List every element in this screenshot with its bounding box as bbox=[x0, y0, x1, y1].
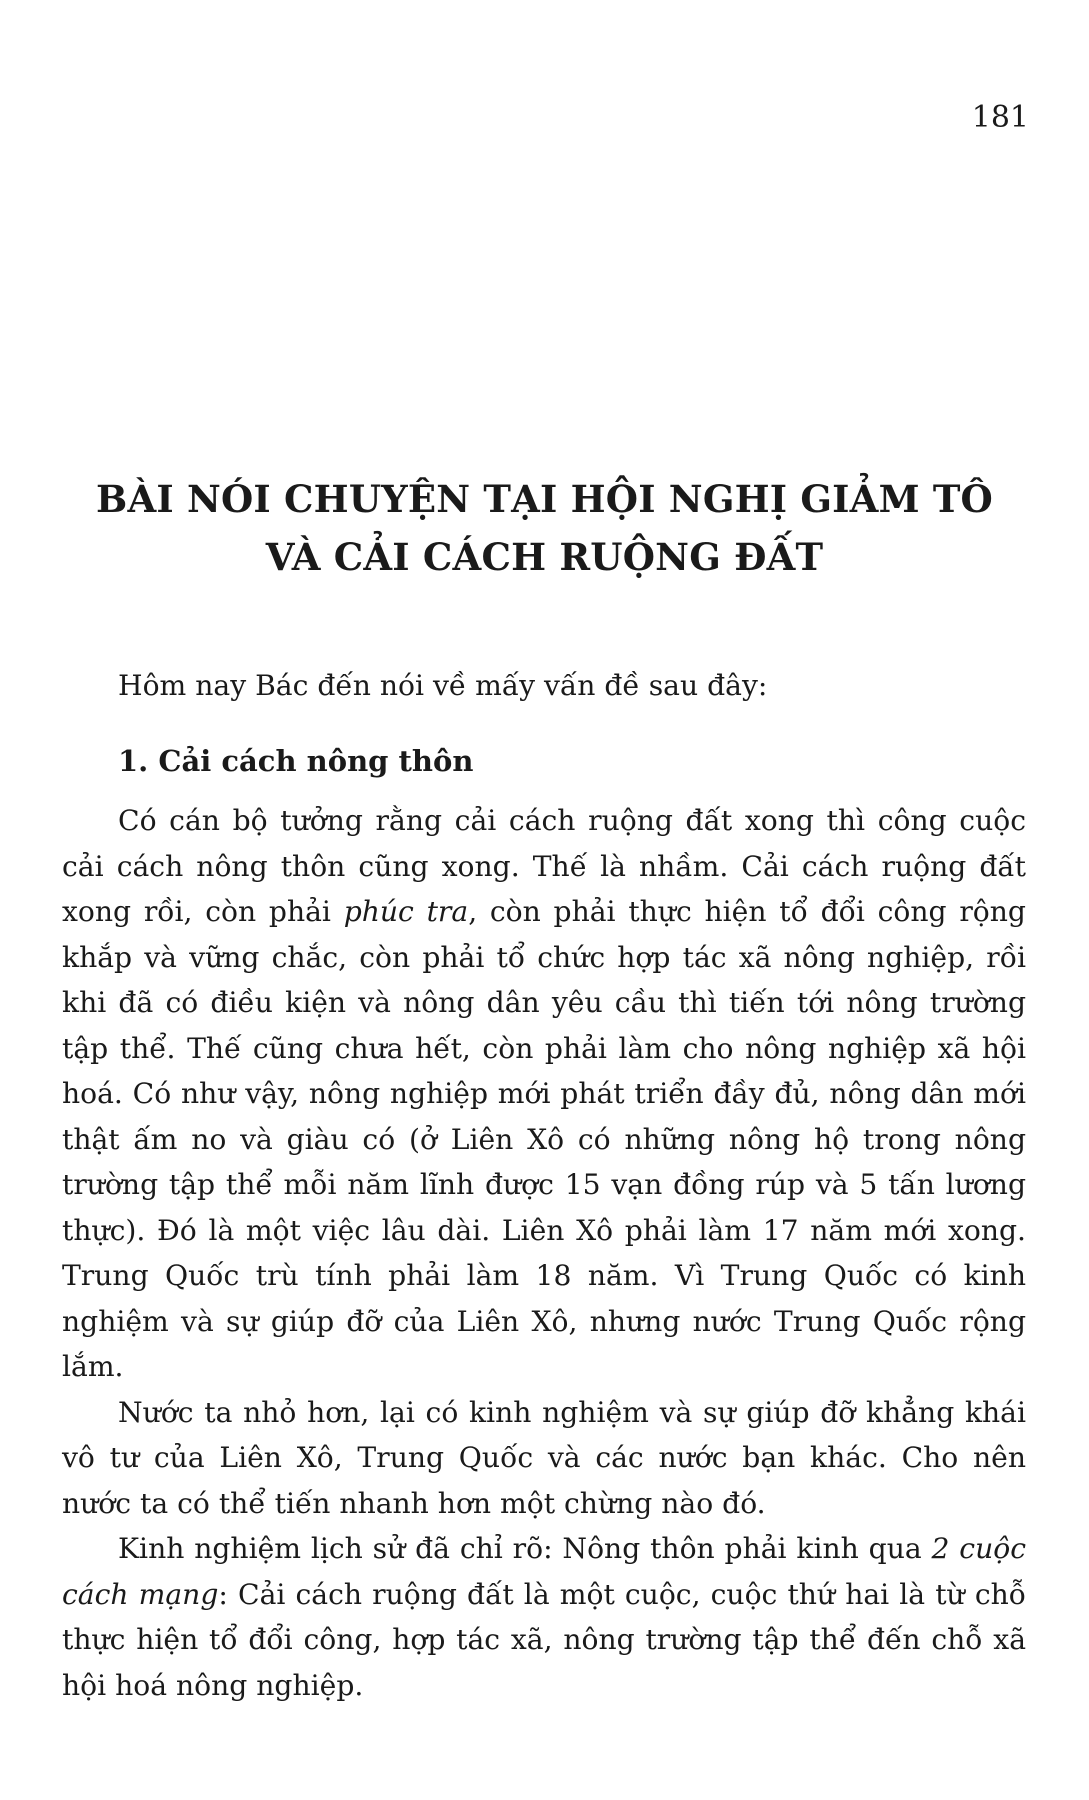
paragraph-3 bbox=[62, 1526, 1026, 1708]
page-number: 181 bbox=[971, 100, 1029, 135]
document-body bbox=[62, 663, 1026, 1708]
paragraph-1-text-a: Có cán bộ tưởng rằng cải cách ruộng đất xong thì công cuộc cải cách nông thôn cũng xong. Thế là nhầm. Cải cách ruộng đất xong rồi, còn phải bbox=[62, 804, 1026, 928]
page-title bbox=[60, 470, 1029, 586]
paragraph-1-text-b: , còn phải thực hiện tổ đổi công rộng khắp và vững chắc, còn phải tổ chức hợp tác xã nông nghiệp, rồi khi đã có điều kiện và nông dân yêu cầu thì tiến tới nông trường tập thể. Thế cũng chưa hết, còn phải làm cho nông nghiệp xã hội hoá. Có như vậy, nông nghiệp mới phát triển đầy đủ, nông dân mới thật ấm no và giàu có (ở Liên Xô có những nông hộ trong nông trường tập thể mỗi năm lĩnh được 15 vạn đồng rúp và 5 tấn lương thực). Đó là một việc lâu dài. Liên Xô phải làm 17 năm mới xong. Trung Quốc trù tính phải làm 18 năm. Vì Trung Quốc có kinh nghiệm và sự giúp đỡ của Liên Xô, nhưng nước Trung Quốc rộng lắm. bbox=[62, 895, 1026, 1383]
title-line-2: VÀ CẢI CÁCH RUỘNG ĐẤT bbox=[265, 535, 824, 579]
paragraph-3-text-b: : Cải cách ruộng đất là một cuộc, cuộc thứ hai là từ chỗ thực hiện tổ đổi công, hợp tác xã, nông trường tập thể đến chỗ xã hội hoá nông nghiệp. bbox=[62, 1577, 1026, 1702]
paragraph-2: Nước ta nhỏ hơn, lại có kinh nghiệm và sự giúp đỡ khẳng khái vô tư của Liên Xô, Trung Quốc và các nước bạn khác. Cho nên nước ta có thể tiến nhanh hơn một chừng nào đó. bbox=[62, 1395, 1026, 1520]
paragraph-1-italic: phúc tra bbox=[343, 895, 469, 928]
intro-paragraph: Hôm nay Bác đến nói về mấy vấn đề sau đây: bbox=[118, 669, 768, 702]
paragraph-3-italic: 2 cuộc cách mạng bbox=[62, 1532, 1026, 1611]
section-heading: 1. Cải cách nông thôn bbox=[118, 743, 474, 778]
title-line-1: BÀI NÓI CHUYỆN TẠI HỘI NGHỊ GIẢM TÔ bbox=[96, 477, 993, 521]
paragraph-3-text-a: Kinh nghiệm lịch sử đã chỉ rõ: Nông thôn phải kinh qua bbox=[118, 1532, 932, 1565]
paragraph-1 bbox=[62, 798, 1026, 1390]
